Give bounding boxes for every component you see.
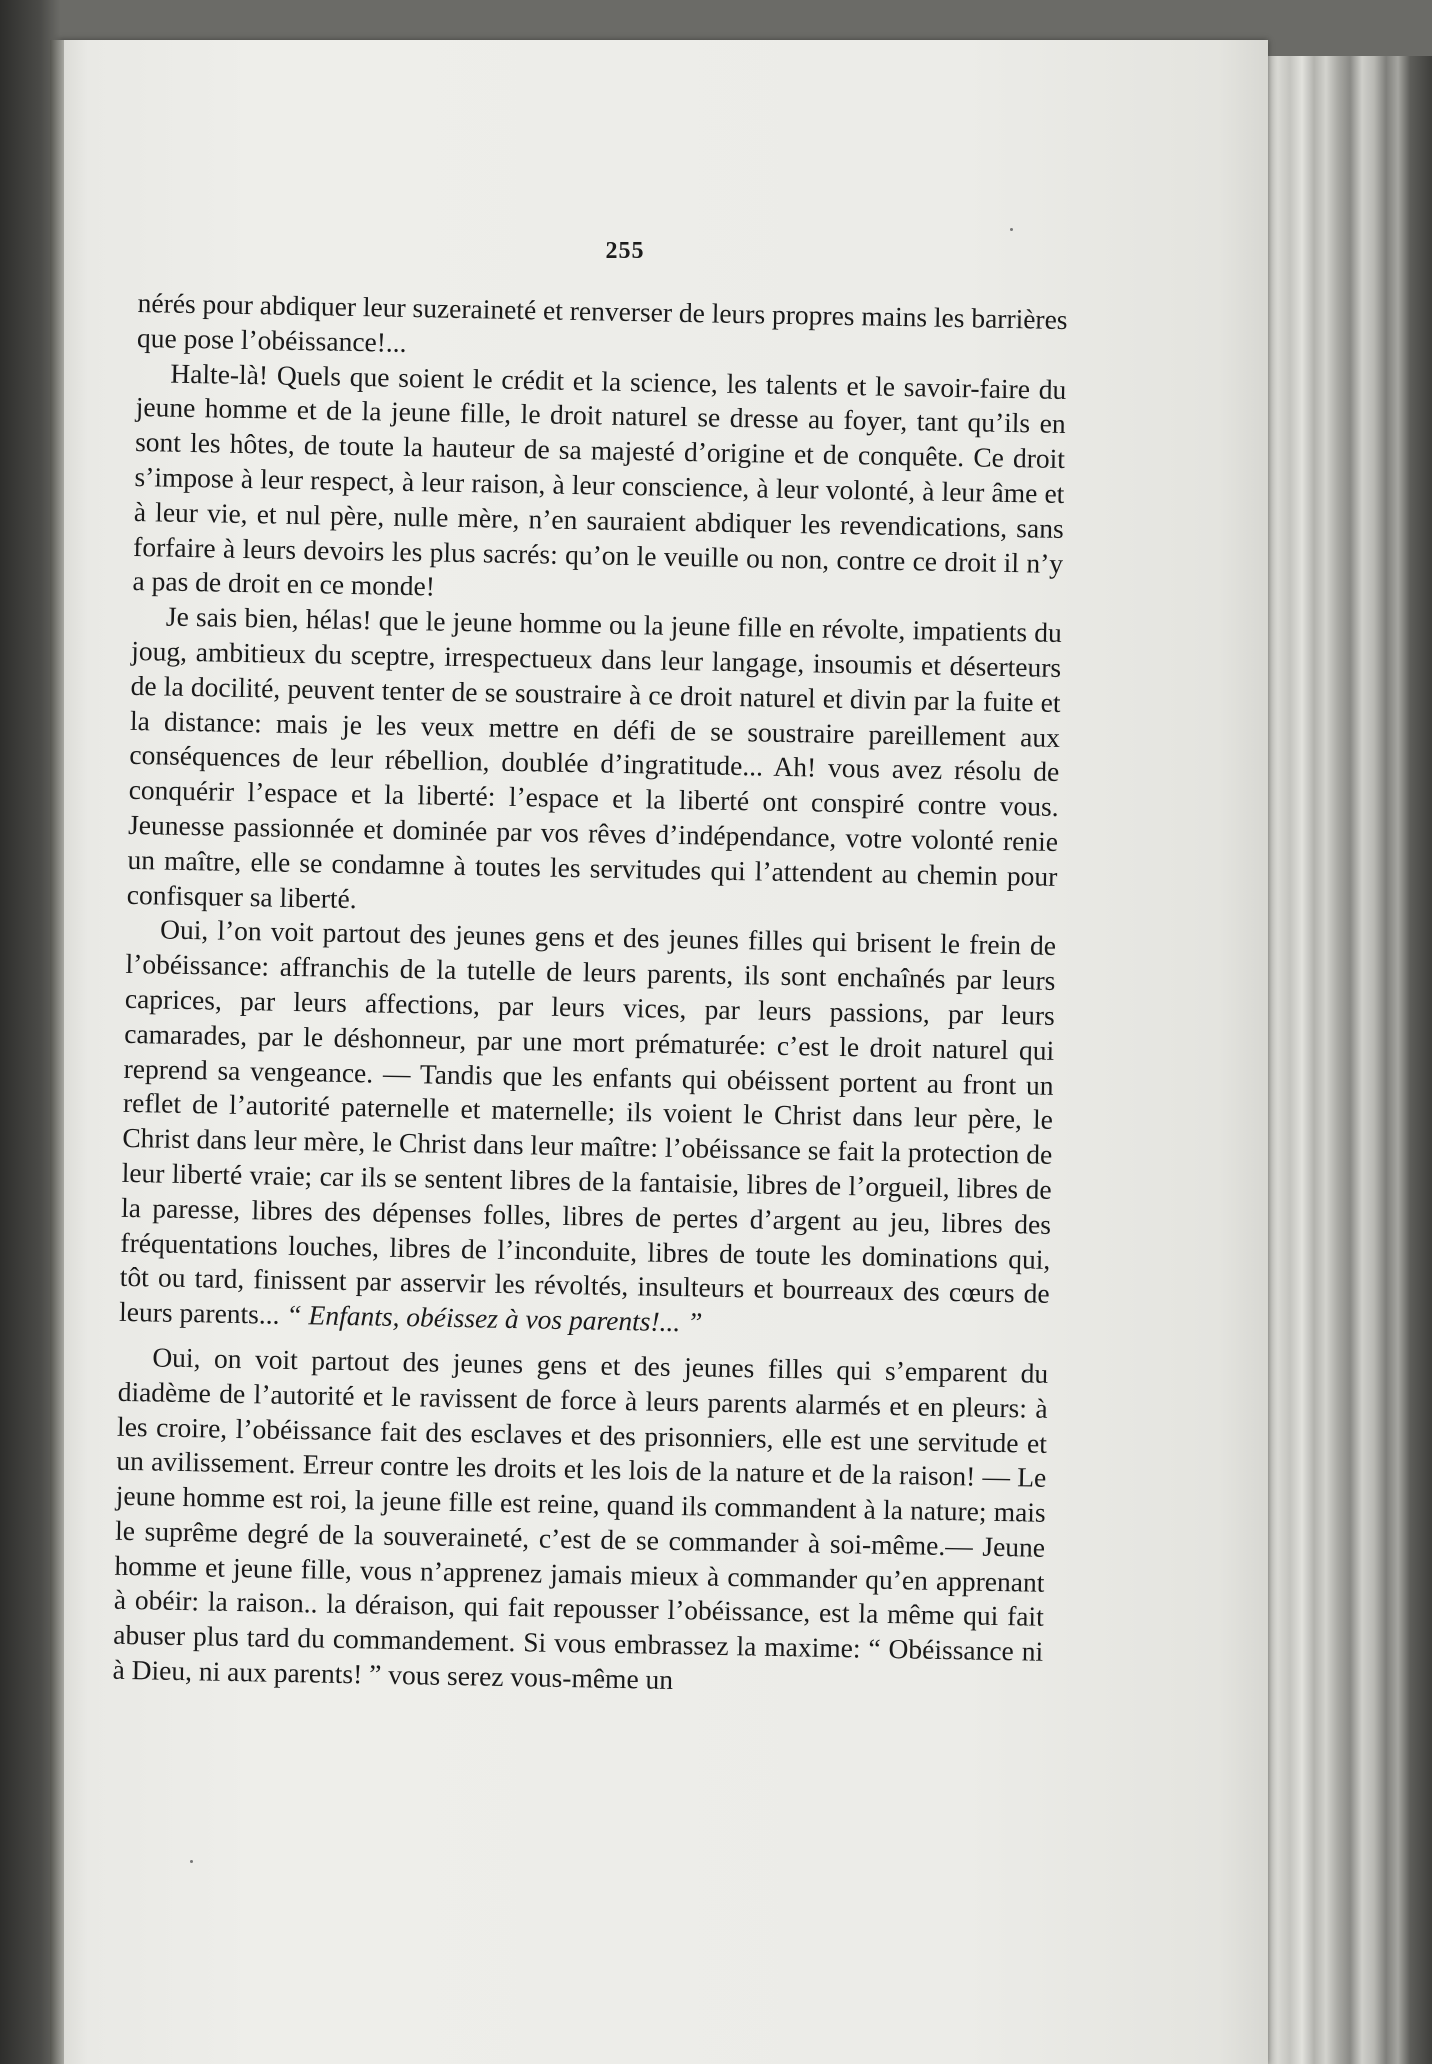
page-number: 255: [605, 238, 645, 264]
paragraph-continuation: nérés pour abdiquer leur suzeraineté et renverser de leurs propres mains les barrières que pose l’obéissance!...: [136, 286, 1068, 358]
page-edges: [1268, 56, 1432, 2064]
scan-speck: [1010, 228, 1013, 231]
paragraph: Halte-là! Quels que soient le crédit et la science, les talents et le savoir-faire du jeune homme et de la jeune fille, le droit naturel se dresse au foyer, tant qu’ils en sont les hôtes, de toute la hauteur de sa majesté d’origine et de conquête. Ce droit s’impose à leur respect, à leur raison, à leur conscience, à leur volonté, à leur âme et à leur vie, et nul père, nulle mère, n’en sauraient abdiquer les revendications, sans forfaire à leurs devoirs les plus sacrés: qu’on le veuille ou non, contre ce droit il n’y a pas de droit en ce monde!: [132, 357, 1067, 602]
paragraph: Oui, on voit partout des jeunes gens et des jeunes filles qui s’emparent du diadème de l’autorité et le ravissent de force à leurs parents alarmés et en pleurs: à les croire, l’obéissance fait des esclaves et des prisonniers, elle est une servitude et un avilissement. Erreur contre les droits et les lois de la nature et de la raison! — Le jeune homme est roi, la jeune fille est reine, quand ils commandent à la nature; mais le suprême degré de la souveraineté, c’est de se commander à soi-même.— Jeune homme et jeune fille, vous n’apprenez jamais mieux à commander qu’en apprenant à obéir: la raison.. la déraison, qui fait repousser l’obéissance, est la même qui fait abuser plus tard du commandement. Si vous embrassez la maxime: “ Obéissance ni à Dieu, ni aux parents! ” vous serez vous-même un: [112, 1341, 1049, 1696]
scan-speck: [190, 1860, 193, 1863]
paragraph: [119, 912, 1056, 1347]
book-spine: [50, 40, 64, 2064]
body-text: [112, 286, 1068, 1705]
italic-quote: “ Enfants, obéissez à vos parents!... ”: [286, 1299, 703, 1338]
paragraph: Je sais bien, hélas! que le jeune homme ou la jeune fille en révolte, impatients du joug, ambitieux du sceptre, irrespectueux dans leur langage, insoumis et déserteurs de la docilité, peuvent tenter de se soustraire à ce droit naturel et divin par la fuite et la distance: mais je les veux mettre en défi de se soustraire pareillement aux conséquences de leur rébellion, doublée d’ingratitude... Ah! vous avez résolu de conquérir l’espace et la liberté: l’espace et la liberté ont conspiré contre vous. Jeunesse passionnée et dominée par vos rêves d’indépendance, votre volonté renie un maître, elle se condamne à toutes les servitudes qui l’attendent au chemin pour confisquer sa liberté.: [126, 600, 1063, 914]
paragraph-text: Oui, l’on voit partout des jeunes gens et des jeunes filles qui brisent le frein de l’obéissance: affranchis de la tutelle de leurs parents, ils sont enchaînés par leurs caprices, par leurs affections, par leurs vices, par leurs passions, par leurs camarades, par le déshonneur, par une mort prématurée: c’est le droit naturel qui reprend sa vengeance. — Tandis que les enfants qui obéissent portent au front un reflet de l’autorité paternelle et maternelle; ils voient le Christ dans leur père, le Christ dans leur mère, le Christ dans leur maître: l’obéissance se fait la protection de leur liberté vraie; car ils se sentent libres de la fantaisie, libres de l’orgueil, libres de la paresse, libres des dépenses folles, libres de pertes d’argent au jeu, libres des fréquentations louches, libres de l’inconduite, libres de toute les dominations qui, tôt ou tard, finissent par asservir les révoltés, insulteurs et bourreaux des cœurs de leurs parents...: [118, 913, 1057, 1330]
